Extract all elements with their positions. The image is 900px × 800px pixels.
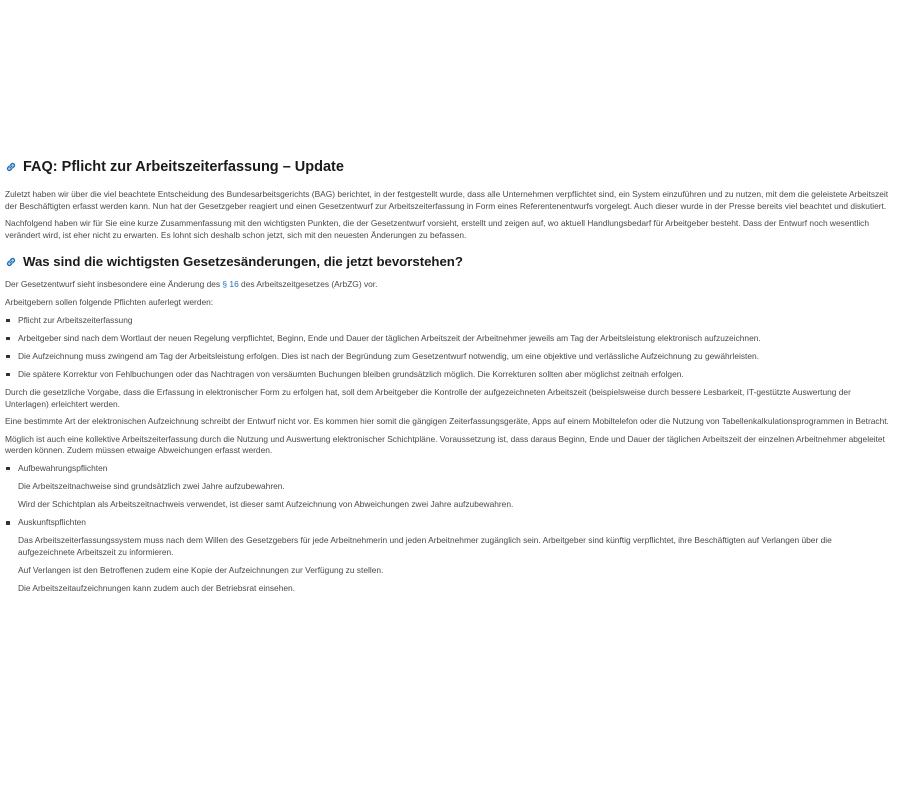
page-title-text: FAQ: Pflicht zur Arbeitszeiterfassung – Update [23, 159, 344, 175]
section-heading [5, 253, 889, 270]
pflichten-paragraph: Arbeitgebern sollen folgende Pflichten auferlegt werden: [5, 296, 214, 307]
auskunft-paragraph: Auf Verlangen ist den Betroffenen zudem eine Kopie der Aufzeichnungen zur Verfügung zu stellen. [18, 564, 384, 575]
aufbewahrung-paragraph: Die Arbeitszeitnachweise sind grundsätzlich zwei Jahre aufzubewahren. [18, 481, 285, 491]
link-icon[interactable] [5, 256, 17, 268]
list-item: Die spätere Korrektur von Fehlbuchungen oder das Nachtragen von versäumten Buchungen bleiben grundsätzlich möglich. Die Korrekturen sollten aber möglichst zeitnah erfolgen. [5, 369, 889, 381]
list-item: Arbeitgeber sind nach dem Wortlaut der neuen Regelung verpflichtet, Beginn, Ende und Dauer der täglichen Arbeitszeit der Arbeitnehmer jeweils am Tag der Arbeitsleistung elektronisch aufzuzeichnen. [5, 333, 889, 345]
intro-paragraph: Nachfolgend haben wir für Sie eine kurze Zusammenfassung mit den wichtigsten Punkten, die der Gesetzentwurf vorsieht, erstellt und zeigen auf, wo aktuell Handlungsbedarf für Arbeitgeber besteht. Dass der Entwurf noch wesentlich verändert wird, ist eher nicht zu erwarten. Es lohnt sich deshalb schon jetzt, sich mit den neuesten Änderungen zu befassen. [5, 218, 870, 240]
auskunft-list [5, 517, 889, 529]
pflichten-list [5, 315, 889, 381]
gesetz-paragraph [5, 279, 889, 291]
page-title [5, 158, 889, 176]
list-item-auskunft: Auskunftspflichten [5, 517, 889, 529]
paragraph-16-link[interactable]: § 16 [222, 279, 239, 290]
gesetz-text-before: Der Gesetzentwurf sieht insbesondere eine Änderung des [5, 279, 223, 290]
body-paragraph: Durch die gesetzliche Vorgabe, dass die Erfassung in elektronischer Form zu erfolgen hat, soll dem Arbeitgeber die Kontrolle der aufgezeichneten Arbeitszeit (beispielsweise durch bessere Lesbarkeit, IT-gestützte Auswertung der Unterlagen) erleichtert werden. [5, 386, 851, 409]
intro-paragraph: Zuletzt haben wir über die viel beachtete Entscheidung des Bundesarbeitsgerichts (BAG) berichtet, in der festgestellt wurde, dass alle Unternehmen verpflichtet sind, ein System einzuführen und zu nutzen, mit dem die geleistete Arbeitszeit der Beschäftigten erfasst werden kann. Nun hat der Gesetzgeber reagiert und einen Gesetzentwurf zur Arbeitszeiterfassung in Form eines Referentenentwurfs vorgelegt. Auch dieser wurde in der Presse bereits viel beachtet und diskutiert. [5, 189, 889, 211]
aufbewahrung-list [5, 463, 889, 475]
list-item: Pflicht zur Arbeitszeiterfassung [5, 315, 889, 327]
section-heading-text: Was sind die wichtigsten Gesetzesänderungen, die jetzt bevorstehen? [23, 254, 463, 270]
aufbewahrung-paragraph: Wird der Schichtplan als Arbeitszeitnachweis verwendet, ist dieser samt Aufzeichnung von Abweichungen zwei Jahre aufzubewahren. [18, 499, 514, 510]
body-paragraph: Eine bestimmte Art der elektronischen Aufzeichnung schreibt der Entwurf nicht vor. Es kommen hier somit die gängigen Zeiterfassungsgeräte, Apps auf einem Mobiltelefon oder die Nutzung von Tabellenkalkulationsprogrammen in Betracht. [5, 416, 889, 427]
gesetz-text-after: des Arbeitszeitgesetzes (ArbZG) vor. [238, 279, 378, 290]
list-item: Die Aufzeichnung muss zwingend am Tag der Arbeitsleistung erfolgen. Dies ist nach der Begründung zum Gesetzentwurf notwendig, um eine objektive und verlässliche Aufzeichnung zu gewährleisten. [5, 351, 889, 363]
list-item-aufbewahrung: Aufbewahrungspflichten [5, 463, 889, 475]
body-paragraph: Möglich ist auch eine kollektive Arbeitszeiterfassung durch die Nutzung und Auswertung elektronischer Schichtpläne. Voraussetzung ist, dass daraus Beginn, Ende und Dauer der täglichen Arbeitszeit der einzelnen Arbeitnehmer abgeleitet werden können. Zudem müssen etwaige Abweichungen erfasst werden. [5, 433, 885, 456]
auskunft-paragraph: Das Arbeitszeiterfassungssystem muss nach dem Willen des Gesetzgebers für jede Arbeitnehmerin und jeden Arbeitnehmer zugänglich sein. Arbeitgeber sind künftig verpflichtet, ihre Beschäftigten auf Verlangen über die aufgezeichnete Arbeitszeit zu informieren. [18, 535, 832, 557]
article [5, 158, 889, 601]
link-icon[interactable] [5, 161, 17, 173]
auskunft-paragraph: Die Arbeitszeitaufzeichnungen kann zudem auch der Betriebsrat einsehen. [18, 583, 296, 594]
